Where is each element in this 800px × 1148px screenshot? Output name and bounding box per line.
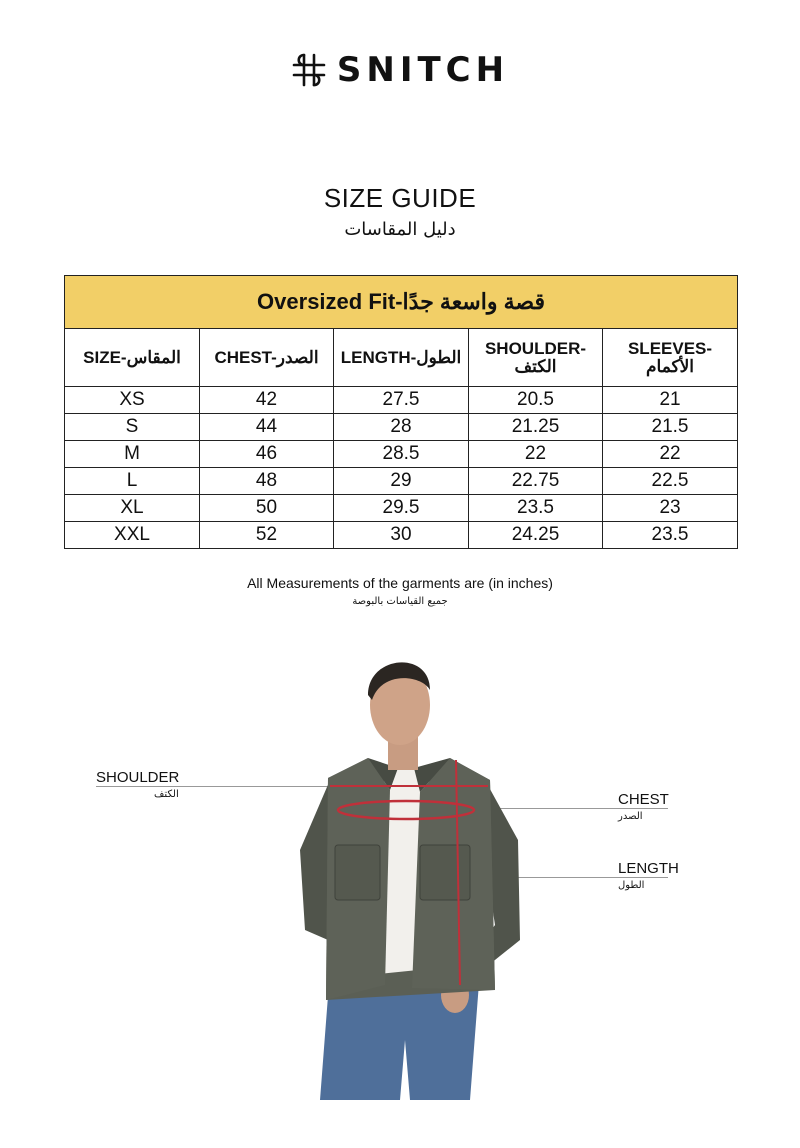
page-title-arabic: دليل المقاسات [344, 219, 456, 240]
length-label: LENGTH [618, 860, 679, 877]
cell-size: M [65, 441, 200, 468]
measurement-note-arabic: جميع القياسات بالبوصة [352, 596, 448, 607]
cell-length: 28.5 [334, 441, 469, 468]
cell-sleeves: 22.5 [603, 468, 738, 495]
column-header-en: SHOULDER- [484, 338, 587, 358]
column-header-en: SIZE- [83, 347, 127, 367]
brand-name: SNITCH [336, 50, 510, 90]
table-row [65, 468, 738, 495]
brand-logo [0, 50, 800, 90]
column-header-sleeves [603, 329, 738, 387]
cell-chest: 42 [200, 387, 334, 414]
cell-sleeves: 22 [603, 441, 738, 468]
snitch-logo-icon [291, 52, 327, 88]
cell-size: XS [65, 387, 200, 414]
measurement-note: All Measurements of the garments are (in inches) [247, 575, 553, 591]
cell-chest: 44 [200, 414, 334, 441]
cell-chest: 48 [200, 468, 334, 495]
shoulder-label: SHOULDER [96, 769, 180, 786]
cell-sleeves: 21.5 [603, 414, 738, 441]
cell-length: 29.5 [334, 495, 469, 522]
cell-chest: 46 [200, 441, 334, 468]
cell-shoulder: 24.25 [469, 522, 603, 549]
cell-length: 28 [334, 414, 469, 441]
table-row [65, 495, 738, 522]
pocket-left [335, 845, 380, 900]
column-header-ar: الطول [416, 347, 462, 367]
cell-chest: 50 [200, 495, 334, 522]
cell-sleeves: 23.5 [603, 522, 738, 549]
cell-sleeves: 23 [603, 495, 738, 522]
column-header-row [65, 329, 738, 387]
column-header-size [65, 329, 200, 387]
cell-length: 30 [334, 522, 469, 549]
model-illustration [290, 640, 530, 1100]
cell-shoulder: 20.5 [469, 387, 603, 414]
cell-size: XL [65, 495, 200, 522]
cell-size: S [65, 414, 200, 441]
cell-size: XXL [65, 522, 200, 549]
column-header-chest [200, 329, 334, 387]
column-header-en: CHEST- [214, 347, 277, 367]
column-header-ar: الكتف [514, 356, 557, 376]
column-header-en: LENGTH- [340, 347, 417, 367]
length-label-arabic: الطول [618, 880, 645, 891]
cell-shoulder: 21.25 [469, 414, 603, 441]
column-header-shoulder [469, 329, 603, 387]
table-row [65, 441, 738, 468]
column-header-length [334, 329, 469, 387]
size-chart-table [64, 275, 738, 549]
table-row [65, 387, 738, 414]
cell-size: L [65, 468, 200, 495]
column-header-ar: الصدر [276, 347, 319, 367]
cell-length: 29 [334, 468, 469, 495]
table-row [65, 414, 738, 441]
cell-shoulder: 23.5 [469, 495, 603, 522]
fit-label: Oversized Fit-قصة واسعة جدًا [65, 276, 738, 329]
cell-shoulder: 22 [469, 441, 603, 468]
column-header-en: SLEEVES- [627, 338, 713, 358]
cell-sleeves: 21 [603, 387, 738, 414]
table-row [65, 522, 738, 549]
chest-label-arabic: الصدر [618, 811, 643, 822]
fit-header-row [65, 276, 738, 329]
cell-chest: 52 [200, 522, 334, 549]
column-header-ar: الأكمام [645, 356, 695, 376]
chest-label: CHEST [618, 791, 669, 808]
cell-length: 27.5 [334, 387, 469, 414]
page-title: SIZE GUIDE [323, 183, 477, 213]
cell-shoulder: 22.75 [469, 468, 603, 495]
column-header-ar: المقاس [126, 347, 181, 367]
pocket-right [420, 845, 470, 900]
shoulder-label-arabic: الكتف [154, 789, 179, 800]
